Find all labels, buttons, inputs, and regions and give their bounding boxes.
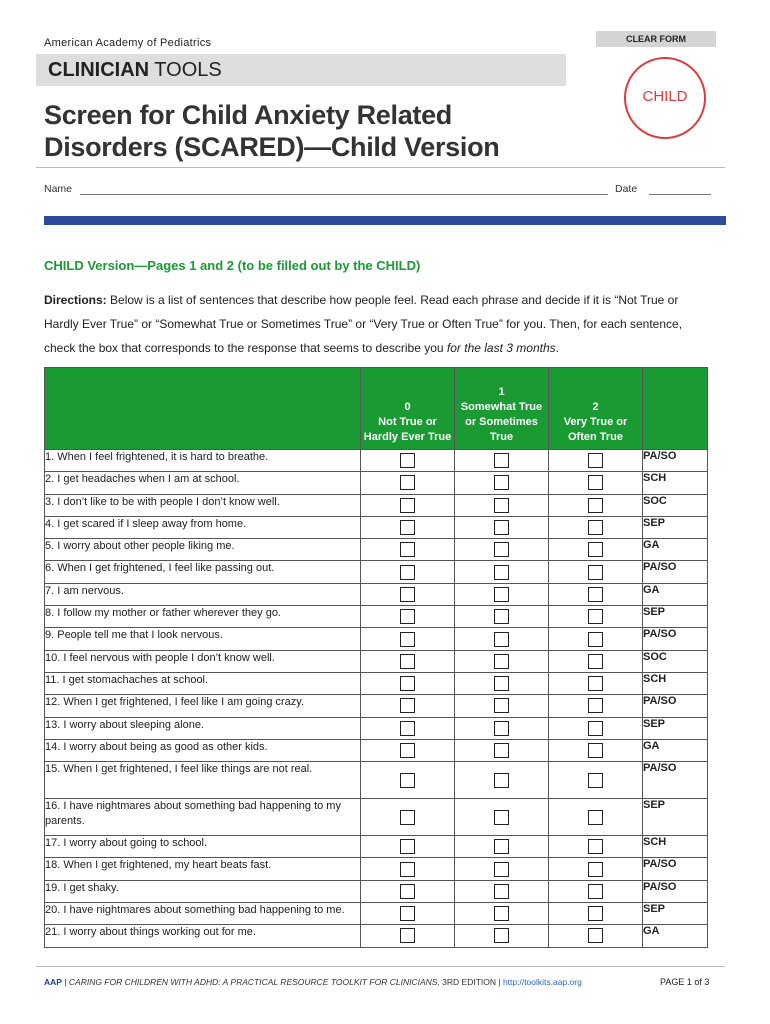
response-cell: [455, 903, 549, 925]
directions-timeframe: for the last 3 months: [446, 341, 556, 355]
response-cell: [361, 628, 455, 650]
table-row: [45, 561, 708, 583]
response-cell: [361, 606, 455, 628]
response-checkbox-1[interactable]: [494, 542, 509, 557]
response-checkbox-2[interactable]: [588, 632, 603, 647]
response-cell: [455, 450, 549, 472]
subscale-code: PA/SO: [643, 858, 708, 880]
table-row: [45, 799, 708, 836]
col-score: 1: [498, 386, 505, 398]
response-checkbox-1[interactable]: [494, 839, 509, 854]
response-checkbox-0[interactable]: [400, 453, 415, 468]
response-checkbox-0[interactable]: [400, 743, 415, 758]
response-cell: [361, 494, 455, 516]
subscale-code: SEP: [643, 606, 708, 628]
response-checkbox-0[interactable]: [400, 475, 415, 490]
question-text: 11. I get stomachaches at school.: [45, 672, 361, 694]
subscale-code: SEP: [643, 903, 708, 925]
col-label: Not True or Hardly Ever True: [363, 416, 452, 443]
response-cell: [549, 561, 643, 583]
response-checkbox-2[interactable]: [588, 609, 603, 624]
response-cell: [455, 516, 549, 538]
response-cell: [549, 717, 643, 739]
response-checkbox-0[interactable]: [400, 676, 415, 691]
question-text: 8. I follow my mother or father wherever they go.: [45, 606, 361, 628]
response-cell: [549, 799, 643, 836]
response-cell: [549, 650, 643, 672]
scared-questionnaire-table: [44, 367, 708, 948]
table-row: [45, 583, 708, 605]
response-cell: [549, 628, 643, 650]
response-checkbox-1[interactable]: [494, 565, 509, 580]
response-cell: [549, 695, 643, 717]
response-cell: [549, 880, 643, 902]
response-cell: [549, 903, 643, 925]
response-checkbox-0[interactable]: [400, 810, 415, 825]
response-cell: [361, 762, 455, 799]
response-checkbox-1[interactable]: [494, 928, 509, 943]
question-text: 21. I worry about things working out for me.: [45, 925, 361, 947]
response-cell: [361, 539, 455, 561]
subscale-code: PA/SO: [643, 561, 708, 583]
child-stamp: CHILD: [624, 57, 706, 139]
response-cell: [361, 880, 455, 902]
header-code: [643, 368, 708, 450]
subscale-code: GA: [643, 925, 708, 947]
table-row: [45, 472, 708, 494]
table-row: [45, 606, 708, 628]
response-checkbox-1[interactable]: [494, 453, 509, 468]
question-text: 12. When I get frightened, I feel like I am going crazy.: [45, 695, 361, 717]
question-text: 20. I have nightmares about something bad happening to me.: [45, 903, 361, 925]
question-text: 7. I am nervous.: [45, 583, 361, 605]
response-cell: [361, 583, 455, 605]
question-text: 1. When I feel frightened, it is hard to breathe.: [45, 450, 361, 472]
table-row: [45, 628, 708, 650]
date-label: Date: [615, 183, 638, 195]
response-cell: [455, 695, 549, 717]
name-field[interactable]: [80, 194, 608, 195]
table-row: [45, 516, 708, 538]
response-checkbox-1[interactable]: [494, 721, 509, 736]
col-score: 2: [592, 401, 599, 413]
response-cell: [455, 494, 549, 516]
response-cell: [361, 903, 455, 925]
col-label: Very True or Often True: [563, 416, 628, 443]
response-cell: [549, 739, 643, 761]
question-text: 18. When I get frightened, my heart beats fast.: [45, 858, 361, 880]
response-checkbox-0[interactable]: [400, 498, 415, 513]
response-checkbox-1[interactable]: [494, 906, 509, 921]
response-checkbox-0[interactable]: [400, 542, 415, 557]
response-checkbox-2[interactable]: [588, 862, 603, 877]
response-checkbox-0[interactable]: [400, 884, 415, 899]
response-cell: [455, 799, 549, 836]
title-line-2: Disorders (SCARED)—Child Version: [44, 132, 500, 162]
directions: [44, 288, 714, 360]
question-text: 5. I worry about other people liking me.: [45, 539, 361, 561]
header-col-2: [549, 368, 643, 450]
response-cell: [361, 836, 455, 858]
table-row: [45, 858, 708, 880]
directions-text: Below is a list of sentences that describe how people feel. Read each phrase and decide if it is “Not True or Hardly Ever True” or “Somewhat True or Sometimes True” or “Very True or Often True” for you. Then, for each sentence, check the box that corresponds to the response that seems to describe you: [44, 293, 683, 355]
clear-form-button[interactable]: CLEAR FORM: [596, 31, 716, 47]
response-cell: [549, 606, 643, 628]
response-cell: [361, 695, 455, 717]
table-row: [45, 717, 708, 739]
subscale-code: GA: [643, 539, 708, 561]
question-text: 15. When I get frightened, I feel like things are not real.: [45, 762, 361, 799]
response-cell: [361, 516, 455, 538]
footer: [44, 977, 582, 987]
response-checkbox-1[interactable]: [494, 884, 509, 899]
subscale-code: SOC: [643, 650, 708, 672]
response-cell: [455, 650, 549, 672]
title-line-1: Screen for Child Anxiety Related: [44, 100, 453, 130]
response-cell: [549, 450, 643, 472]
table-row: [45, 762, 708, 799]
response-checkbox-0[interactable]: [400, 862, 415, 877]
response-checkbox-2[interactable]: [588, 587, 603, 602]
response-checkbox-2[interactable]: [588, 453, 603, 468]
footer-aap: AAP: [44, 977, 62, 987]
response-checkbox-2[interactable]: [588, 498, 603, 513]
header-col-0: [361, 368, 455, 450]
table-row: [45, 695, 708, 717]
table-row: [45, 450, 708, 472]
response-cell: [455, 717, 549, 739]
section-title: CHILD Version—Pages 1 and 2 (to be filled out by the CHILD): [44, 258, 421, 273]
question-text: 9. People tell me that I look nervous.: [45, 628, 361, 650]
header-accent-bar: [44, 216, 726, 225]
response-cell: [361, 717, 455, 739]
response-checkbox-0[interactable]: [400, 698, 415, 713]
table-row: [45, 539, 708, 561]
response-cell: [549, 672, 643, 694]
response-cell: [549, 539, 643, 561]
name-label: Name: [44, 183, 73, 195]
response-cell: [455, 925, 549, 947]
response-cell: [455, 739, 549, 761]
response-cell: [455, 858, 549, 880]
response-checkbox-2[interactable]: [588, 810, 603, 825]
response-cell: [549, 583, 643, 605]
directions-label: Directions:: [44, 293, 107, 307]
title-divider: [36, 167, 725, 168]
response-cell: [549, 762, 643, 799]
response-cell: [455, 672, 549, 694]
response-cell: [455, 880, 549, 902]
header-col-1: [455, 368, 549, 450]
footer-divider: [36, 966, 725, 967]
response-cell: [455, 561, 549, 583]
response-checkbox-2[interactable]: [588, 928, 603, 943]
subscale-code: SOC: [643, 494, 708, 516]
table-row: [45, 925, 708, 947]
response-cell: [549, 858, 643, 880]
tools-bold-label: CLINICIAN: [48, 59, 150, 81]
response-checkbox-2[interactable]: [588, 839, 603, 854]
response-checkbox-1[interactable]: [494, 810, 509, 825]
response-checkbox-2[interactable]: [588, 906, 603, 921]
response-checkbox-0[interactable]: [400, 773, 415, 788]
question-text: 19. I get shaky.: [45, 880, 361, 902]
question-text: 14. I worry about being as good as other kids.: [45, 739, 361, 761]
response-cell: [361, 739, 455, 761]
response-checkbox-1[interactable]: [494, 676, 509, 691]
question-text: 17. I worry about going to school.: [45, 836, 361, 858]
response-cell: [549, 836, 643, 858]
table-row: [45, 903, 708, 925]
response-cell: [455, 836, 549, 858]
subscale-code: GA: [643, 739, 708, 761]
response-checkbox-0[interactable]: [400, 839, 415, 854]
response-checkbox-1[interactable]: [494, 498, 509, 513]
question-text: 4. I get scared if I sleep away from home.: [45, 516, 361, 538]
response-checkbox-0[interactable]: [400, 654, 415, 669]
response-cell: [455, 762, 549, 799]
response-cell: [361, 472, 455, 494]
response-checkbox-2[interactable]: [588, 654, 603, 669]
response-cell: [361, 799, 455, 836]
clinician-tools-banner: [36, 54, 566, 86]
response-checkbox-1[interactable]: [494, 475, 509, 490]
response-checkbox-2[interactable]: [588, 475, 603, 490]
response-cell: [361, 450, 455, 472]
date-field[interactable]: [649, 194, 711, 195]
subscale-code: PA/SO: [643, 762, 708, 799]
response-checkbox-0[interactable]: [400, 520, 415, 535]
response-checkbox-0[interactable]: [400, 928, 415, 943]
response-checkbox-1[interactable]: [494, 654, 509, 669]
table-row: [45, 880, 708, 902]
page-title: [44, 99, 499, 163]
response-checkbox-2[interactable]: [588, 884, 603, 899]
directions-end: .: [555, 341, 559, 355]
response-checkbox-0[interactable]: [400, 565, 415, 580]
response-checkbox-2[interactable]: [588, 721, 603, 736]
question-text: 6. When I get frightened, I feel like passing out.: [45, 561, 361, 583]
col-score: 0: [404, 401, 411, 413]
response-cell: [549, 494, 643, 516]
response-checkbox-0[interactable]: [400, 721, 415, 736]
organization-name: American Academy of Pediatrics: [44, 37, 212, 49]
response-checkbox-1[interactable]: [494, 862, 509, 877]
response-checkbox-0[interactable]: [400, 906, 415, 921]
question-text: 3. I don’t like to be with people I don’t know well.: [45, 494, 361, 516]
subscale-code: SEP: [643, 516, 708, 538]
response-cell: [455, 583, 549, 605]
response-checkbox-0[interactable]: [400, 587, 415, 602]
footer-book: CARING FOR CHILDREN WITH ADHD: A PRACTICAL RESOURCE TOOLKIT FOR CLINICIANS,: [68, 977, 440, 987]
response-cell: [361, 858, 455, 880]
response-checkbox-2[interactable]: [588, 773, 603, 788]
response-checkbox-1[interactable]: [494, 632, 509, 647]
response-checkbox-2[interactable]: [588, 743, 603, 758]
response-checkbox-1[interactable]: [494, 698, 509, 713]
question-text: 2. I get headaches when I am at school.: [45, 472, 361, 494]
response-cell: [549, 472, 643, 494]
response-checkbox-1[interactable]: [494, 609, 509, 624]
question-text: 10. I feel nervous with people I don’t know well.: [45, 650, 361, 672]
subscale-code: SEP: [643, 799, 708, 836]
subscale-code: PA/SO: [643, 695, 708, 717]
response-checkbox-2[interactable]: [588, 565, 603, 580]
response-cell: [549, 925, 643, 947]
response-checkbox-0[interactable]: [400, 609, 415, 624]
subscale-code: SCH: [643, 836, 708, 858]
response-cell: [361, 925, 455, 947]
response-checkbox-1[interactable]: [494, 520, 509, 535]
header-question: [45, 368, 361, 450]
subscale-code: GA: [643, 583, 708, 605]
question-text: 16. I have nightmares about something bad happening to my parents.: [45, 799, 361, 836]
response-cell: [455, 539, 549, 561]
subscale-code: SEP: [643, 717, 708, 739]
response-checkbox-1[interactable]: [494, 587, 509, 602]
response-cell: [361, 672, 455, 694]
table-row: [45, 494, 708, 516]
response-cell: [549, 516, 643, 538]
response-cell: [361, 650, 455, 672]
response-checkbox-0[interactable]: [400, 632, 415, 647]
response-checkbox-2[interactable]: [588, 676, 603, 691]
table-row: [45, 739, 708, 761]
response-checkbox-2[interactable]: [588, 698, 603, 713]
question-text: 13. I worry about sleeping alone.: [45, 717, 361, 739]
page-number: PAGE 1 of 3: [660, 977, 710, 987]
subscale-code: PA/SO: [643, 450, 708, 472]
table-row: [45, 672, 708, 694]
col-label: Somewhat True or Sometimes True: [460, 401, 543, 443]
tools-label: TOOLS: [149, 59, 222, 81]
footer-sep: |: [61, 977, 69, 987]
subscale-code: SCH: [643, 472, 708, 494]
subscale-code: PA/SO: [643, 880, 708, 902]
response-cell: [455, 628, 549, 650]
table-row: [45, 836, 708, 858]
subscale-code: SCH: [643, 672, 708, 694]
response-checkbox-2[interactable]: [588, 520, 603, 535]
footer-edition: 3RD EDITION |: [439, 977, 503, 987]
table-row: [45, 650, 708, 672]
response-cell: [361, 561, 455, 583]
response-checkbox-1[interactable]: [494, 773, 509, 788]
footer-link[interactable]: http://toolkits.aap.org: [502, 977, 582, 987]
response-cell: [455, 472, 549, 494]
response-cell: [455, 606, 549, 628]
response-checkbox-1[interactable]: [494, 743, 509, 758]
subscale-code: PA/SO: [643, 628, 708, 650]
table-header-row: [45, 368, 708, 450]
response-checkbox-2[interactable]: [588, 542, 603, 557]
